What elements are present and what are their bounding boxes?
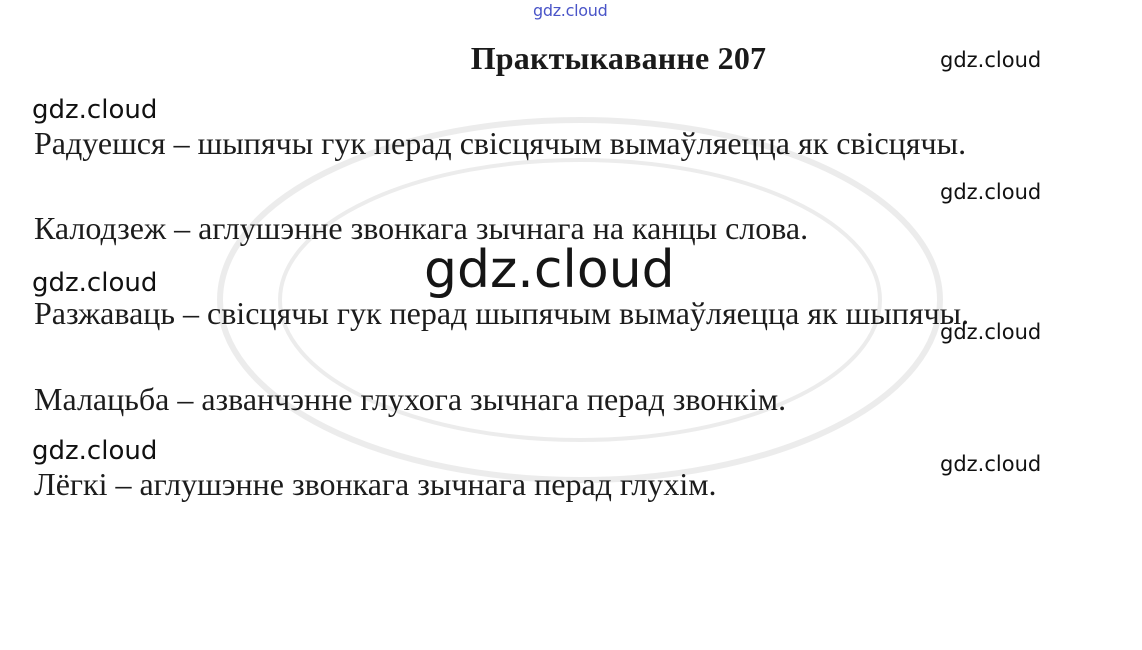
watermark-top: gdz.cloud	[533, 1, 608, 20]
watermark-right-1: gdz.cloud	[940, 48, 1042, 72]
watermark-left-2: gdz.cloud	[32, 268, 158, 298]
watermark-left-3: gdz.cloud	[32, 436, 158, 466]
page-title: Практыкаванне 207	[470, 40, 767, 76]
answer-line-1: Радуешся – шыпячы гук перад свісцячым вымаўляецца як свісцячы.	[34, 125, 967, 161]
answer-line-4: Малацьба – азванчэнне глухога зычнага перад звонкім.	[34, 381, 787, 417]
answer-line-3: Разжаваць – свісцячы гук перад шыпячым вымаўляецца як шыпячы.	[34, 295, 970, 331]
answer-line-5: Лёгкі – аглушэнне звонкага зычнага перад глухім.	[34, 466, 717, 502]
watermark-right-2: gdz.cloud	[940, 180, 1042, 204]
watermark-left-1: gdz.cloud	[32, 95, 158, 125]
answer-line-2: Калодзеж – аглушэнне звонкага зычнага на канцы слова.	[34, 210, 809, 246]
watermark-center: gdz.cloud	[424, 240, 675, 300]
watermark-right-4: gdz.cloud	[940, 452, 1042, 476]
watermark-right-3: gdz.cloud	[940, 320, 1042, 344]
